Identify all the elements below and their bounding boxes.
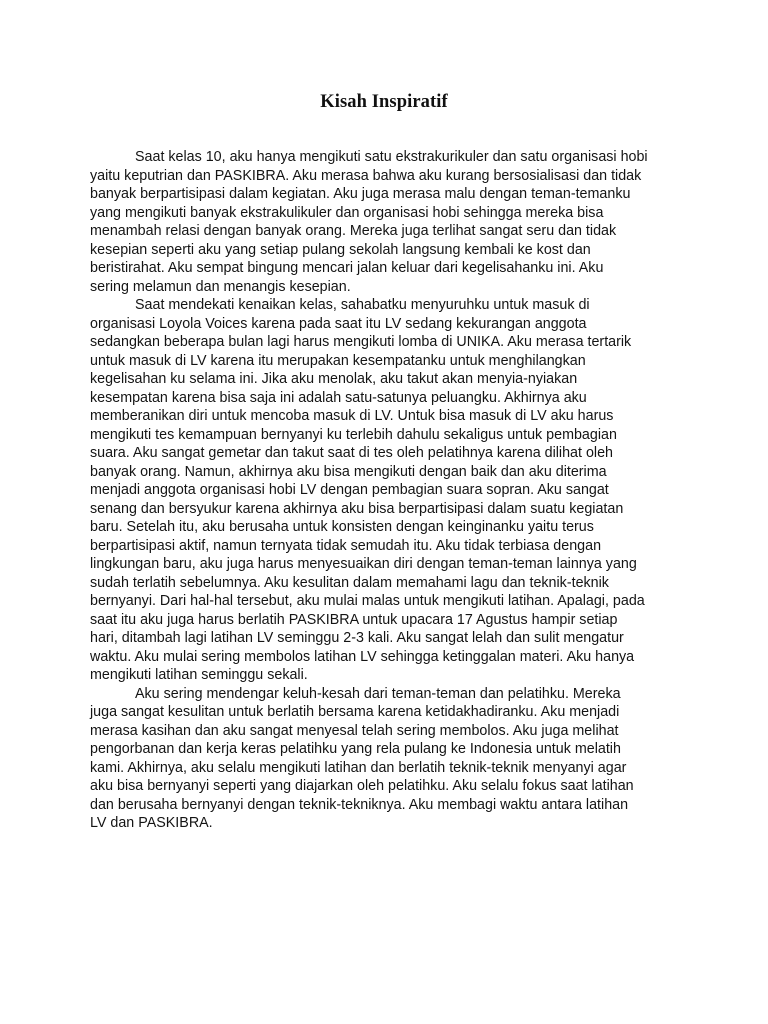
paragraph-line: sering melamun dan menangis kesepian. [90,278,351,295]
paragraph-line: kesepian seperti aku yang setiap pulang sekolah langsung kembali ke kost dan [90,241,591,258]
paragraph [90,685,690,833]
paragraph-line: yaitu keputrian dan PASKIBRA. Aku merasa bahwa aku kurang bersosialisasi dan tidak [90,167,642,184]
document-body [90,148,690,833]
paragraph-line: kami. Akhirnya, aku selalu mengikuti latihan dan berlatih teknik-teknik menyanyi agar [90,759,627,776]
paragraph-line: lingkungan baru, aku juga harus menyesuaikan diri dengan teman-teman lainnya yang [90,556,637,572]
paragraph-line: pengorbanan dan kerja keras pelatihku yang rela pulang ke Indonesia untuk melatih [90,741,621,757]
paragraph-line: mengikuti latihan seminggu sekali. [90,667,308,683]
paragraph-line: Saat kelas 10, aku hanya mengikuti satu ekstrakurikuler dan satu organisasi hobi [135,149,648,165]
paragraph-line: saat itu aku juga harus berlatih PASKIBRA untuk upacara 17 Agustus hampir setiap [90,611,618,628]
paragraph-line: mengikuti tes kemampuan bernyanyi ku terlebih dahulu sekaligus untuk pembagian [90,426,617,443]
page-title: Kisah Inspiratif [320,92,448,112]
paragraph-line: beristirahat. Aku sempat bingung mencari jalan keluar dari kegelisahanku ini. Aku [90,260,604,276]
paragraph-line: berpartisipasi aktif, namun ternyata tidak semudah itu. Aku tidak terbiasa dengan [90,537,602,554]
paragraph-line: Aku sering mendengar keluh-kesah dari teman-teman dan pelatihku. Mereka [135,685,621,702]
paragraph-line: senang dan bersyukur karena akhirnya aku bisa berpartisipasi dalam suatu kegiatan [90,500,624,517]
paragraph-line: yang mengikuti banyak ekstrakulikuler dan organisasi hobi sehingga mereka bisa [90,204,604,221]
paragraph-line: menambah relasi dengan banyak orang. Mereka juga terlihat sangat seru dan tidak [90,223,617,239]
paragraph-line: suara. Aku sangat gemetar dan takut saat di tes oleh pelatihnya karena dilihat oleh [90,445,613,461]
paragraph-line: memberanikan diri untuk mencoba masuk di LV. Untuk bisa masuk di LV aku harus [90,408,614,424]
paragraph-line: baru. Setelah itu, aku berusaha untuk konsisten dengan keinginanku yaitu terus [90,519,594,535]
paragraph-line: banyak berpartisipasi dalam kegiatan. Aku juga merasa malu dengan teman-temanku [90,186,631,202]
paragraph-line: sudah terlatih sebelumnya. Aku kesulitan dalam memahami lagu dan teknik-teknik [90,574,609,591]
paragraph-line: kegelisahan ku selama ini. Jika aku menolak, aku takut akan menyia-nyiakan [90,371,578,387]
paragraph-line: bernyanyi. Dari hal-hal tersebut, aku mulai malas untuk mengikuti latihan. Apalagi, pada [90,593,645,609]
paragraph-line: kesempatan karena bisa saja ini adalah satu-satunya peluangku. Akhirnya aku [90,389,587,406]
paragraph-line: banyak orang. Namun, akhirnya aku bisa mengikuti dengan baik dan aku diterima [90,463,607,480]
paragraph-line: merasa kasihan dan aku sangat menyesal telah sering membolos. Aku juga melihat [90,722,619,739]
paragraph-line: dan berusaha bernyanyi dengan teknik-tekniknya. Aku membagi waktu antara latihan [90,796,629,813]
paragraph-line: sedangkan beberapa bulan lagi harus mengikuti lomba di UNIKA. Aku merasa tertarik [90,334,632,350]
paragraph-line: hari, ditambah lagi latihan LV seminggu 2-3 kali. Aku sangat lelah dan sulit mengatur [90,630,624,646]
paragraph-line: aku bisa bernyanyi seperti yang diajarkan oleh pelatihku. Aku selalu fokus saat latihan [90,778,634,794]
paragraph-line: organisasi Loyola Voices karena pada saat itu LV sedang kekurangan anggota [90,315,587,332]
paragraph-line: LV dan PASKIBRA. [90,815,213,831]
paragraph-line: juga sangat kesulitan untuk berlatih bersama karena ketidakhadiranku. Aku menjadi [90,704,620,720]
paragraph-line: menjadi anggota organisasi hobi LV dengan pembagian suara sopran. Aku sangat [90,482,609,498]
paragraph [90,296,690,685]
paragraph-line: untuk masuk di LV karena itu merupakan kesempatanku untuk menghilangkan [90,352,586,369]
paragraph-line: Saat mendekati kenaikan kelas, sahabatku menyuruhku untuk masuk di [135,297,590,313]
paragraph [90,148,690,296]
paragraph-line: waktu. Aku mulai sering membolos latihan LV sehingga ketinggalan materi. Aku hanya [90,648,635,665]
